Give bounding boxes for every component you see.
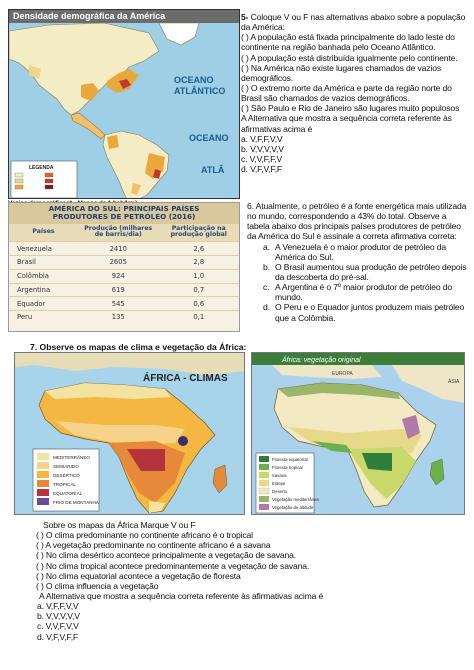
question-6 [247,201,469,323]
legend-item: Floresta tropical [272,465,303,470]
legend-item: TROPICAL [53,482,76,487]
region-label: ÁSIA [448,379,460,385]
oil-production-table [8,202,240,332]
question-7-option: d. V,F,V,F,F [37,631,79,642]
table-title: AMÉRICA DO SUL: PRINCIPAIS PAÍSES PRODUTORES DE PETRÓLEO (2016) [9,203,239,224]
region-label: EUROPA [332,371,353,377]
question-7-option: c. V,V,F,V,V [37,621,79,632]
question-7-item: ( ) No clima equatorial acontece a vegetação de floresta [36,570,241,581]
question-5-item: ( ) A população está distribuída igualmente pelo continente. [241,52,458,63]
table-header: Produção (milhares de barris/dia) [78,224,159,242]
question-5-title: 5- Coloque V ou F nas alternativas abaixo sobre a população da América: [241,12,466,33]
table-row: Venezuela 2410 2,6 [9,242,239,256]
legend-item: FRIO DE MONTANHA [53,500,99,505]
ocean-label: ATLÂ [201,165,225,175]
question-7-item: ( ) O clima influencia a vegetação [36,580,159,591]
ocean-label: ATLÂNTICO [174,86,226,96]
africa-vegetation-map [251,352,465,515]
question-7-item: ( ) A vegetação predominante no continente africano é a savana [36,540,271,551]
question-5-item: ( ) Na América não existe lugares chamados de vazios demográficos. [241,62,441,83]
table-header: Participação na produção global [159,224,240,242]
map-title: Densidade demográfica da América [9,10,239,23]
question-5-option: b. V,V,V,V,V [241,143,284,154]
legend-item: DESÉRTICO [53,473,80,478]
map-title: África: vegetação original [282,357,361,364]
question-5-option: d. V,F,V,F,F [241,164,283,175]
legend-item: Estepe [272,481,286,486]
table-row: Equador 545 0,6 [9,297,239,311]
question-7-title: 7. Observe os mapas de clima e vegetação da África: [30,342,247,352]
map-title: ÁFRICA - CLIMAS [143,373,228,384]
question-7-option: b. V,V,V,V,V [37,611,80,622]
ocean-label: OCEANO [174,75,214,85]
question-7-option: a. V,F,F,V,V [37,601,79,612]
legend-item: SEMIÁRIDO [53,464,79,469]
legend-title: LEGENDA [29,165,54,171]
question-5-option: a. V,F,F,V,V [241,133,283,144]
question-6-intro: 6. Atualmente, o petróleo é a fonte energética mais utilizada no mundo, correspondendo a 43% do total. Observe a tabela abaixo dos principais países produtores de petróleo da América do Sul e assinale a correta afirmativa correta: [247,201,467,242]
question-5-item: ( ) A população está fixada principalmente do lado leste do continente na região banhada pelo Oceano Atlântico. [241,32,455,53]
table-row: Colômbia 924 1,0 [9,269,239,283]
question-5-option: c. V,V,F,F,V [241,153,283,164]
question-5-item: ( ) São Paulo e Rio de Janeiro são lugares muito populosos [241,103,460,114]
legend-item: MEDITERRÂNEO [53,455,91,460]
question-6-option: c. A Argentina é o 7º maior produtor de petróleo do mundo. [263,282,453,303]
table-row: Brasil 2605 2,8 [9,255,239,269]
america-map-graphic [9,23,240,199]
question-5-prompt: A Alternativa que mostra a sequência correta referente às afirmativas acima é [241,113,452,134]
question-6-option: a. A Venezuela é o maior produtor de petróleo da América do Sul. [263,241,446,262]
legend-item: EQUATORIAL [53,491,83,496]
table-row: Peru 135 0,1 [9,311,239,324]
table-header: Países [9,224,78,242]
question-7-prompt: A Alternativa que mostra a sequência correta referente às afirmativas acima é [39,590,324,601]
vegetation-map-graphic [252,353,465,515]
question-6-option: d. O Peru e o Equador juntos produzem mais petróleo que a Colômbia. [263,302,465,323]
question-5 [241,12,469,174]
question-6-option: b. O Brasil aumentou sua produção de petróleo depois da descoberta do pré-sal. [263,261,467,282]
america-density-map [8,9,240,199]
legend-item: Vegetação mediterrânea [272,497,319,502]
climate-map-graphic [15,353,245,515]
legend-item: Deserto [272,489,288,494]
question-7-intro: Sobre os mapas da África Marque V ou F [43,520,196,530]
question-7-item: ( ) No clima desértico acontece principalmente a vegetação de savana. [36,550,297,561]
question-7-item: ( ) No clima tropical acontece predominantemente a vegetação de savana. [36,560,310,571]
question-7 [31,520,461,642]
question-7-item: ( ) O clima predominante no continente africano é o tropical [36,530,253,541]
legend-item: Floresta equatorial [272,457,308,462]
ocean-label: OCEANO [189,133,229,143]
legend-item: Vegetação de altitude [272,505,314,510]
africa-climate-map [14,352,245,515]
question-5-item: ( ) O extremo norte da América e parte da região norte do Brasil são chamados de vazios demográficos. [241,82,452,104]
table-row: Argentina 619 0,7 [9,283,239,297]
legend-item: Savana [272,473,287,478]
